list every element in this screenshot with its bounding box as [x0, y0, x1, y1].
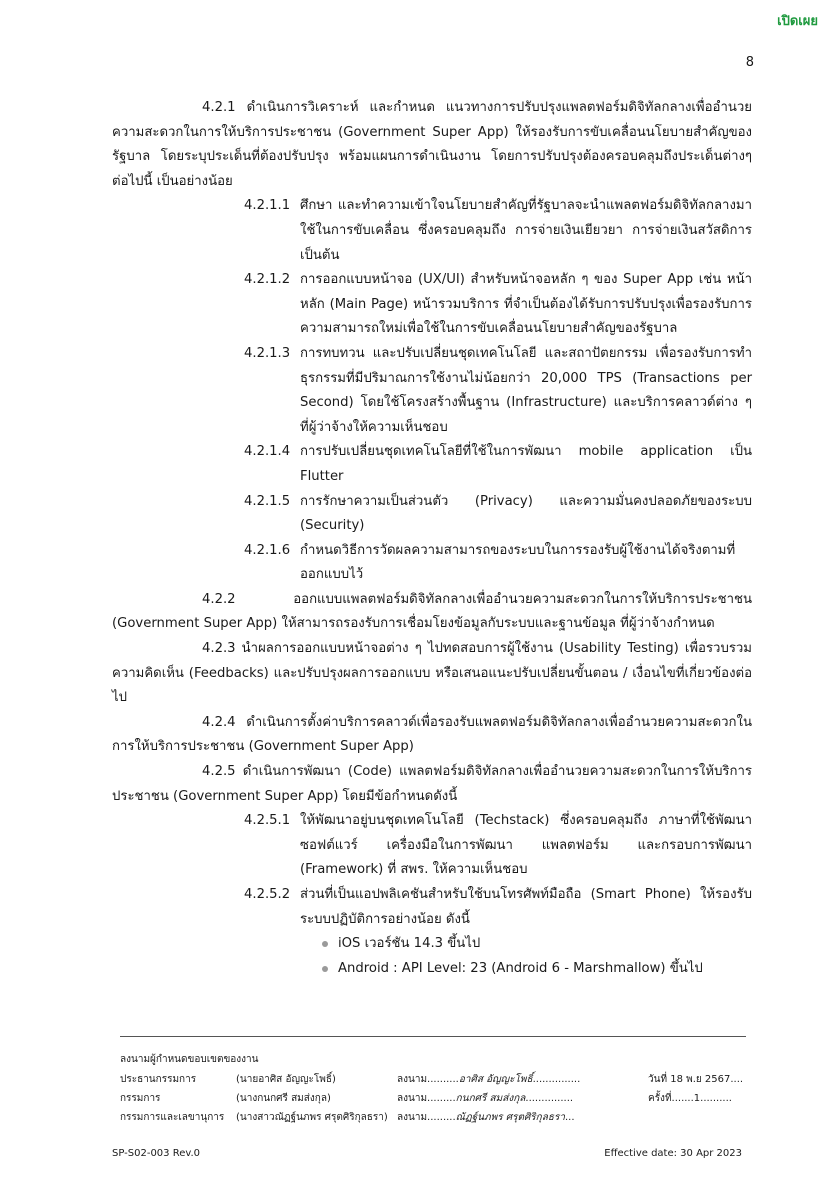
item-4-2-1-3: [112, 342, 752, 440]
signature-line-chair: [397, 1072, 580, 1087]
item-text: การทบทวน และปรับเปลี่ยนชุดเทคโนโลยี และสถาปัตยกรรม เพื่อรองรับการทำธุรกรรมที่มีปริมาณการใช้งานไม่น้อยกว่า 20,000 TPS (Transactions per Second) โดยใช้โครงสร้างพื้นฐาน (Infrastructure) และบริการคลาวด์ต่าง ๆ ที่ผู้ว่าจ้างให้ความเห็นชอบ: [300, 345, 752, 435]
paragraph-4-2-2: 4.2.2 ออกแบบแพลตฟอร์มดิจิทัลกลางเพื่ออำนวยความสะดวกในการให้บริการประชาชน (Government Super App) ให้สามารถรองรับการเชื่อมโยงข้อมูลกับระบบและฐานข้อมูล ที่ผู้ว่าจ้างกำหนด: [112, 591, 752, 632]
item-number: 4.2.1.1: [244, 198, 291, 214]
signature-role-secretary: กรรมการและเลขานุการ: [120, 1112, 225, 1123]
signature-role-chair: ประธานกรรมการ: [120, 1074, 197, 1085]
item-text: ศึกษา และทำความเข้าใจนโยบายสำคัญที่รัฐบาลจะนำแพลตฟอร์มดิจิทัลกลางมาใช้ในการขับเคลื่อน ซึ่งครอบคลุมถึง การจ่ายเงินเยียวยา การจ่ายเงินสวัสดิการ เป็นต้น: [300, 198, 752, 263]
item-4-2-1-1: [112, 194, 752, 268]
signature-date: วันที่ 18 พ.ย 2567....: [648, 1074, 744, 1085]
sign-prefix: ลงนาม..........: [397, 1074, 459, 1085]
paragraph-4-2-5: 4.2.5 ดำเนินการพัฒนา (Code) แพลตฟอร์มดิจิทัลกลางเพื่ออำนวยความสะดวกในการให้บริการประชาชน (Government Super App) โดยมีข้อกำหนดดังนี้: [112, 764, 752, 804]
item-number: 4.2.1.6: [244, 542, 291, 558]
signature-line-member: [397, 1091, 573, 1106]
item-number: 4.2.1.4: [244, 444, 291, 460]
signature-meeting-number: ครั้งที่.......1..........: [648, 1093, 732, 1104]
item-text: กำหนดวิธีการวัดผลความสามารถของระบบในการรองรับผู้ใช้งานได้จริงตามที่ออกแบบไว้: [300, 542, 736, 583]
signature-heading: ลงนามผู้กำหนดขอบเขตของงาน: [120, 1054, 259, 1065]
bullet-ios: [112, 932, 752, 957]
signature-name-chair: (นายอาศิส อัญญะโพธิ์): [236, 1074, 336, 1085]
item-text: ส่วนที่เป็นแอปพลิเคชันสำหรับใช้บนโทรศัพท์มือถือ (Smart Phone) ให้รองรับระบบปฏิบัติการอย่างน้อย ดังนี้: [300, 887, 752, 927]
paragraph-4-2-4: 4.2.4 ดำเนินการตั้งค่าบริการคลาวด์เพื่อรองรับแพลตฟอร์มดิจิทัลกลางเพื่ออำนวยความสะดวกในการให้บริการประชาชน (Government Super App): [112, 714, 752, 755]
signature-name-secretary: (นางสาวณัฏฐ์นภพร ศรุตศิริกุลธรา): [236, 1112, 388, 1123]
item-text: การปรับเปลี่ยนชุดเทคโนโลยีที่ใช้ในการพัฒนา mobile application เป็น Flutter: [300, 444, 752, 484]
sign-suffix: ...............: [532, 1074, 581, 1085]
item-text: การออกแบบหน้าจอ (UX/UI) สำหรับหน้าจอหลัก ๆ ของ Super App เช่น หน้าหลัก (Main Page) หน้ารวมบริการ ที่จำเป็นต้องได้รับการปรับปรุงเพื่อรองรับการความสามารถใหม่เพื่อใช้ในการขับเคลื่อนนโยบายสำคัญของรัฐบาล: [300, 272, 752, 337]
item-number: 4.2.5.1: [244, 813, 291, 829]
footer-doc-code: SP-S02-003 Rev.0: [112, 1148, 201, 1159]
signature-role-member: กรรมการ: [120, 1093, 161, 1104]
paragraph-4-2-1: 4.2.1 ดำเนินการวิเคราะห์ และกำหนด แนวทางการปรับปรุงแพลตฟอร์มดิจิทัลกลางเพื่ออำนวยความสะดวกในการให้บริการประชาชน (Government Super App) ให้รองรับการขับเคลื่อนนโยบายสำคัญของรัฐบาล โดยระบุประเด็นที่ต้องปรับปรุง พร้อมแผนการดำเนินงาน โดยการปรับปรุงต้องครอบคลุมถึงประเด็นต่างๆ ต่อไปนี้ เป็นอย่างน้อย: [112, 100, 752, 189]
item-text: การรักษาความเป็นส่วนตัว (Privacy) และความมั่นคงปลอดภัยของระบบ (Security): [300, 493, 752, 534]
bullet-text: Android : API Level: 23 (Android 6 - Marshmallow) ขึ้นไป: [338, 960, 703, 976]
footer-effective-date: Effective date: 30 Apr 2023: [604, 1148, 742, 1159]
bullet-android: [112, 957, 752, 982]
sign-suffix: ...............: [525, 1093, 574, 1104]
classification-stamp: เปิดเผย: [777, 14, 818, 29]
item-4-2-5-2: [112, 883, 752, 932]
item-number: 4.2.1.5: [244, 493, 291, 509]
sign-prefix: ลงนาม.........: [397, 1093, 456, 1104]
item-4-2-1-4: [112, 440, 752, 489]
signature-line-secretary: [397, 1110, 575, 1125]
bullet-text: iOS เวอร์ชัน 14.3 ขึ้นไป: [338, 936, 481, 952]
handwritten-signature: กนกศรี สมส่งกุล: [455, 1093, 526, 1104]
page-number: 8: [745, 55, 754, 70]
sign-suffix: ...: [564, 1112, 575, 1123]
bullet-icon: [322, 941, 328, 947]
item-4-2-1-6: [112, 539, 752, 588]
item-4-2-1-2: [112, 268, 752, 342]
sign-prefix: ลงนาม.........: [397, 1112, 456, 1123]
signature-name-member: (นางกนกศรี สมส่งกุล): [236, 1093, 331, 1104]
item-text: ให้พัฒนาอยู่บนชุดเทคโนโลยี (Techstack) ซึ่งครอบคลุมถึง ภาษาที่ใช้พัฒนา ซอฟต์แวร์ เครื่องมือในการพัฒนา แพลตฟอร์ม และกรอบการพัฒนา (Framework) ที่ สพร. ให้ความเห็นชอบ: [300, 813, 752, 878]
paragraph-4-2-3: 4.2.3 นำผลการออกแบบหน้าจอต่าง ๆ ไปทดสอบการผู้ใช้งาน (Usability Testing) เพื่อรวบรวมความคิดเห็น (Feedbacks) และปรับปรุงผลการออกแบบ หรือเสนอแนะปรับเปลี่ยนขั้นตอน / เงื่อนไขที่เกี่ยวข้องต่อไป: [112, 641, 752, 706]
item-4-2-1-5: [112, 490, 752, 539]
handwritten-signature: ณัฏฐ์นภพร ศรุตศิริกุลธรา: [455, 1112, 565, 1123]
item-number: 4.2.1.3: [244, 345, 291, 361]
item-4-2-5-1: [112, 809, 752, 883]
bullet-icon: [322, 966, 328, 972]
item-number: 4.2.1.2: [244, 272, 291, 288]
item-number: 4.2.5.2: [244, 887, 291, 902]
handwritten-signature: อาศิส อัญญะโพธิ์: [458, 1074, 533, 1085]
signature-divider: [120, 1036, 746, 1037]
document-body: [112, 96, 752, 981]
